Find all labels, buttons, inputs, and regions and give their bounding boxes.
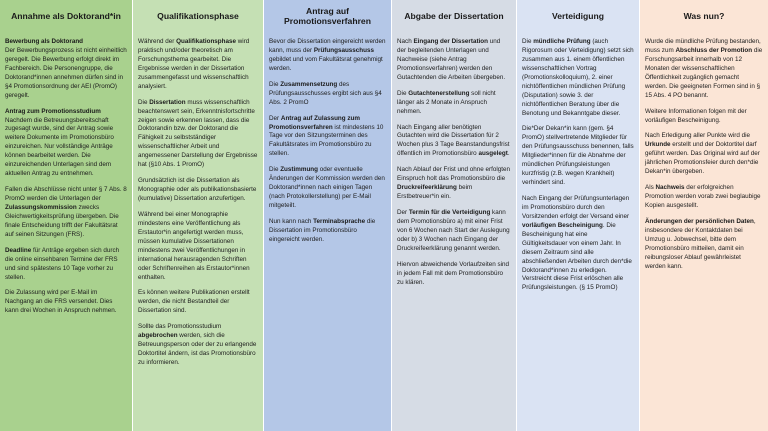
column-body-verteidigung (517, 32, 640, 431)
paragraph (138, 323, 258, 368)
paragraph-text: Nachdem die Betreuungsbereitschaft zugesagt wurde, sind der Antrag sowie weitere Dokumente im Promotionsbüro einzureichen. Nur vollständige Anträge können bearbeitet werden. Die einzureichenden Unterlagen sind dem aktuellen Antrag zu entnehmen. (5, 116, 114, 178)
paragraph (5, 186, 127, 240)
paragraph (645, 132, 763, 177)
paragraph (138, 211, 258, 283)
paragraph-text: Während bei einer Monographie mindestens eine Veröffentlichung als Erstautor*in angefertigt werden muss, müssen kumulative Dissertationen mindestens zwei Veröffentlichungen in international herausragenden Schriften oder Schriftenreihen als Erstautor*innen enthalten. (138, 210, 250, 281)
column-body-antrag (264, 32, 392, 431)
paragraph (522, 195, 634, 293)
column-header-line: Qualifikationsphase (157, 10, 239, 21)
paragraph-text: Die Zustimmung oder eventuelle Änderungen der Kommission werden den Doktorand*innen nach einigen Tagen (nach Protokollerstellung) per E-Mail mitgeteilt. (269, 166, 385, 209)
paragraph (138, 177, 258, 204)
paragraph (645, 108, 763, 126)
paragraph (522, 38, 634, 118)
paragraph (397, 209, 511, 254)
column-body-was-nun (640, 32, 768, 431)
paragraph-text: Der Termin für die Verteidigung kann dem Promotionsbüro a) mit einer Frist von 6 Wochen nach Start der Auslegung oder b) 3 Wochen nach Eingang der Druckreifeerklärung genannt werden. (397, 209, 510, 252)
paragraph-text: Bevor die Dissertation eingereicht werden kann, muss der Prüfungsausschuss gebildet und vom Fakultätsrat genehmigt werden. (269, 38, 386, 72)
paragraph-text: Nach Erledigung aller Punkte wird die Urkunde erstellt und der Doktortitel darf geführt werden. Das Original wird auf der jährlichen Promotionsfeier durch den*die Dekan*in übergeben. (645, 132, 760, 176)
paragraph-text: Als Nachweis der erfolgreichen Promotion werden vorab zwei beglaubige Kopien ausgestellt. (645, 184, 761, 209)
paragraph (269, 38, 386, 74)
paragraph-text: Nach Eingang aller benötigten Gutachten wird die Dissertation für 2 Wochen plus 3 Tage Beanstandungsfrist öffentlich im Promotionsbüro ausgelegt. (397, 123, 510, 158)
paragraph (138, 38, 258, 92)
paragraph-lead: Antrag zum Promotionsstudium (5, 107, 101, 115)
paragraph (269, 115, 386, 160)
paragraph-text: Hiervon abweichende Vorlaufzeiten sind in jedem Fall mit dem Promotionsbüro zu klären. (397, 260, 510, 286)
table-body-row (0, 32, 768, 431)
paragraph (269, 218, 386, 245)
column-header-annahme (0, 0, 133, 32)
column-body-qualifikationsphase (133, 32, 264, 431)
column-header-antrag (264, 0, 392, 32)
paragraph (397, 124, 511, 160)
paragraph-text: Es können weitere Publikationen erstellt werden, die nicht Bestandteil der Dissertation sind. (138, 289, 250, 315)
paragraph-text: Wurde die mündliche Prüfung bestanden, muss zum Abschluss der Promotion die Forschungsarbeit innerhalb von 12 Monaten der wissenschaftlichen Öffentlichkeit zugänglich gemacht werden. Die geeigneten Formen sind in § 15 Abs. 4 PO benannt. (645, 38, 763, 99)
column-header-line: Was nun? (683, 10, 725, 21)
paragraph-text: Änderungen der persönlichen Daten, insbesondere der Kontaktdaten bei Umzug u. Jobwechsel, bitte dem Promotionsbüro mitteilen, damit ein reibungsloser Ablauf gewährleistet werden kann. (645, 217, 756, 270)
paragraph-text: Der Antrag auf Zulassung zum Promotionsverfahren ist mindestens 10 Tage vor den Sitzungsterminen des Fakultätsrates im Promotionsbüro zu stellen. (269, 114, 384, 158)
paragraph (138, 99, 258, 171)
paragraph (645, 38, 763, 101)
paragraph-text: Die Zusammensetzung des Prüfungsausschusses ergibt sich aus §4 Abs. 2 PromO (269, 80, 382, 106)
paragraph (269, 166, 386, 211)
paragraph-text: Der Bewerbungsprozess ist nicht einheitlich geregelt. Die Bewerbung erfolgt direkt im Fachbereich. Die Personengruppe, die Doktorand*innen annehmen dürfen sind in §4 Promotionsordnung der AEI (PromO) geregelt. (5, 46, 127, 99)
paragraph-text: Deadline für Anträge ergeben sich durch die online einsehbaren Termine der FRS und sind spätestens 10 Tage vorher zu stellen. (5, 246, 120, 281)
column-header-qualifikationsphase (133, 0, 264, 32)
column-body-annahme (0, 32, 133, 431)
paragraph-text: Die*Der Dekan*in kann (gem. §4 PromO) stellvertretende Mitglieder für den Prüfungsausschuss benennen, falls Mitglieder*innen für die Abnahme der mündlichen Prüfungsleistungen kurzfristig (z.B. wegen Krankheit) verhindert sind. (522, 125, 634, 187)
paragraph-text: Grundsätzlich ist die Dissertation als Monographie oder als publikationsbasierte (kumulative) Dissertation anzufertigen. (138, 177, 257, 202)
paragraph-lead: Bewerbung als Doktorand (5, 38, 84, 45)
paragraph (522, 125, 634, 188)
table-header-row (0, 0, 768, 32)
paragraph-text: Nun kann nach Terminabsprache die Dissertation im Promotionsbüro eingereicht werden. (269, 217, 376, 243)
column-header-verteidigung (517, 0, 640, 32)
column-body-abgabe (392, 32, 517, 431)
paragraph-text: Die Gutachtenerstellung soll nicht länger als 2 Monate in Anspruch nehmen. (397, 89, 496, 115)
paragraph (5, 247, 127, 283)
paragraph-text: Die Dissertation muss wissenschaftlich beachtenswert sein, Erkenntnisfortschritte zeigen sowie erkennen lassen, dass die Doktorandin bzw. der Doktorand die Fähigkeit zu selbstständiger wissenschaftlicher Arbeit und angemessener Darstellung der Ergebnisse hat (§10 Abs. 1 PromO) (138, 98, 258, 169)
paragraph-text: Weitere Informationen folgen mit der vorläufigen Bescheinigung. (645, 107, 747, 124)
paragraph-text: Nach Eingang der Prüfungsunterlagen im Promotionsbüro durch den Vorsitzenden erfolgt der Versand einer vorläufigen Bescheinigung. Die Bescheinigung hat eine Gültigkeitsdauer von einem Jahr. In diesem Zeitraum sind alle abschließenden Arbeiten durch den*die Doktorand*innen zu erledigen. Verstreicht diese Frist erlöschen alle Prüfungsleistungen. (§ 15 PromO) (522, 195, 632, 292)
paragraph (5, 38, 127, 101)
paragraph-text: Die mündliche Prüfung (auch Rigorosum oder Verteidigung) setzt sich zusammen aus 1. einem öffentlichen wissenschaftlichen Vortrag (Promotionskolloquium), 2. einer nichtöffentlichen mündlichen Prüfung (Disputation) sowie 3. der nichtöffentlichen Beratung über die Benotung und Bekanntgabe dieser. (522, 38, 634, 117)
column-header-abgabe (392, 0, 517, 32)
paragraph-text: Sollte das Promotionsstudium abgebrochen werden, sich die Betreuungsperson oder der zu erlangende Doktortitel ändern, ist das Promotionsbüro zu informieren. (138, 323, 257, 366)
paragraph (5, 108, 127, 180)
paragraph (269, 81, 386, 108)
paragraph (397, 166, 511, 202)
paragraph (645, 218, 763, 272)
paragraph-text: Fallen die Abschlüsse nicht unter § 7 Abs. 8 PromO werden die Unterlagen der Zulassungskommission zwecks Gleichwertigkeitsprüfung übergeben. Die finale Entscheidung trifft der Fakultätsrat auf seinen Sitzungen (FRS). (5, 186, 127, 238)
paragraph (397, 90, 511, 117)
column-header-line: Promotionsverfahren (284, 16, 371, 26)
paragraph-text: Nach Eingang der Dissertation und der begleitenden Unterlagen und Nachweise (siehe Antrag Promotionsverfahren) werden den Gutachtenden die Arbeiten übergeben. (397, 38, 506, 81)
paragraph (645, 184, 763, 211)
column-header-line: Antrag auf (306, 5, 349, 16)
paragraph (397, 38, 511, 83)
paragraph-text: Die Zulassung wird per E-Mail im Nachgang an die FRS versendet. Dies kann drei Wochen in Anspruch nehmen. (5, 289, 117, 315)
column-header-line: Annahme als Doktorand*in (11, 10, 121, 21)
paragraph-text: Nach Ablauf der Frist und ohne erfolgten Einspruch holt das Promotionsbüro die Druckreifeerklärung beim Erstbetreuer*in ein. (397, 166, 511, 201)
column-header-line: Abgabe der Dissertation (404, 10, 504, 21)
paragraph (397, 261, 511, 288)
paragraph (5, 289, 127, 316)
column-header-was-nun (640, 0, 768, 32)
column-header-line: Verteidigung (551, 10, 605, 21)
paragraph-text: Während der Qualifikationsphase wird praktisch und/oder theoretisch am Forschungsthema gearbeitet. Die Ergebnisse werden in der Dissertation zusammengefasst und wissenschaftlich analysiert. (138, 38, 250, 90)
paragraph (138, 289, 258, 316)
